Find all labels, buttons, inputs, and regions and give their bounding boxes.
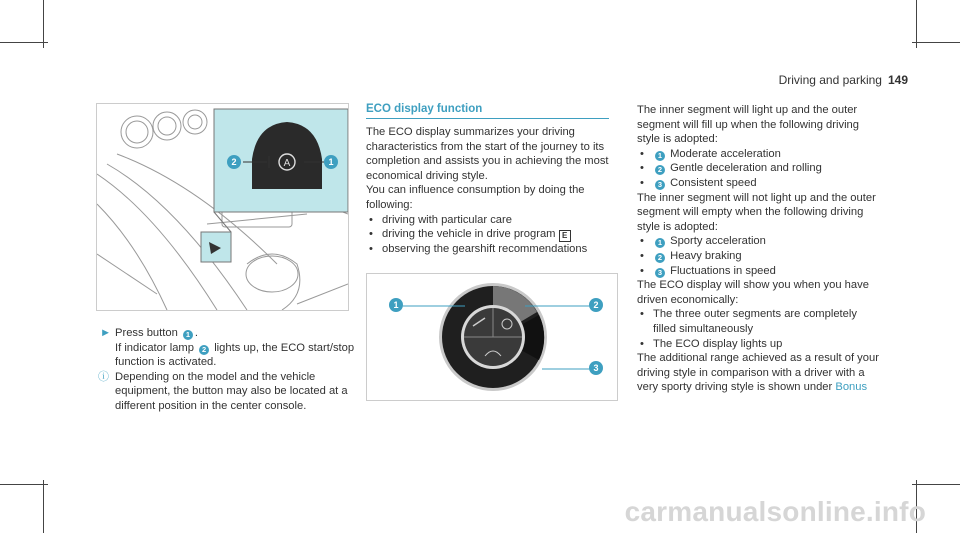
console-illustration [97,104,348,310]
callout-2-badge: 2 [199,345,209,355]
list-item: • 3 Consistent speed [637,176,883,191]
callout-1-badge: 1 [389,298,403,312]
crop-mark [912,42,960,43]
eco-intro: The ECO display summarizes your driving characteristics from the start of the journey to its completion and assists you in achieving the most economical driving style. [366,126,609,182]
crop-mark [912,484,960,485]
callout-2-badge: 2 [655,165,665,175]
callout-1-badge: 1 [655,238,665,248]
inner-not-lit-text: The inner segment will not light up and the outer segment will empty when the following driving style is adopted: [637,191,876,233]
eco-influence: You can influence consumption by doing the following: [366,184,585,211]
page-header [779,73,908,87]
step-text: If indicator lamp [115,341,194,354]
list-item: • observing the gearshift recommendations [366,242,612,257]
page-number: 149 [887,73,908,87]
right-column [637,103,883,395]
step-text: lights up, the ECO start/stop function is activated. [115,341,355,369]
list-item: • The three outer segments are completely filled simultaneously [637,307,883,336]
left-column [98,326,356,414]
callout-1-badge: 1 [324,155,338,169]
crop-mark [916,0,917,48]
step-arrow-icon: ► [100,327,112,339]
crop-mark [43,480,44,533]
step-text: Press button [115,327,178,339]
list-item: • 2 Gentle deceleration and rolling [637,161,883,176]
crop-mark [0,42,48,43]
info-note: Depending on the model and the vehicle equipment, the button may also be located at a different position in the center console. [115,370,348,412]
callout-1-badge: 1 [655,151,665,161]
callout-2-badge: 2 [227,155,241,169]
callout-2-badge: 2 [589,298,603,312]
list-item: • The ECO display lights up [637,337,883,352]
watermark: carmanualsonline.info [624,496,926,527]
step-text-end: . [194,327,199,339]
list-item: • driving with particular care [366,213,612,228]
callout-3-badge: 3 [589,361,603,375]
callout-3-badge: 3 [655,180,665,190]
list-item: • 2 Heavy braking [637,249,883,264]
list-item: • 1 Moderate acceleration [637,147,883,162]
section-heading: ECO display function [366,103,609,119]
info-icon: ⓘ [98,370,109,383]
middle-column [366,125,612,257]
list-item: • 1 Sporty acceleration [637,234,883,249]
svg-text:A: A [283,158,291,169]
crop-mark [0,484,48,485]
eco-display-illustration [367,274,617,400]
list-item: • driving the vehicle in drive program E [366,227,612,242]
crop-mark [43,0,44,48]
show-text: The ECO display will show you when you have driven economically: [637,279,869,306]
callout-3-badge: 3 [655,268,665,278]
callout-1-badge: 1 [183,330,193,340]
section-title: Driving and parking [778,73,882,87]
console-figure [96,103,349,311]
callout-2-badge: 2 [655,253,665,263]
list-item: • 3 Fluctuations in speed [637,264,883,279]
drive-program-e-icon: E [559,230,571,242]
eco-display-figure [366,273,618,401]
bonus-link[interactable]: Bonus [835,381,868,394]
additional-text: The additional range achieved as a result of your driving style in comparison with a driver with a very sporty driving style is shown under Bonus [637,352,879,394]
inner-lit-text: The inner segment will light up and the outer segment will fill up when the following driving style is adopted: [637,104,859,146]
